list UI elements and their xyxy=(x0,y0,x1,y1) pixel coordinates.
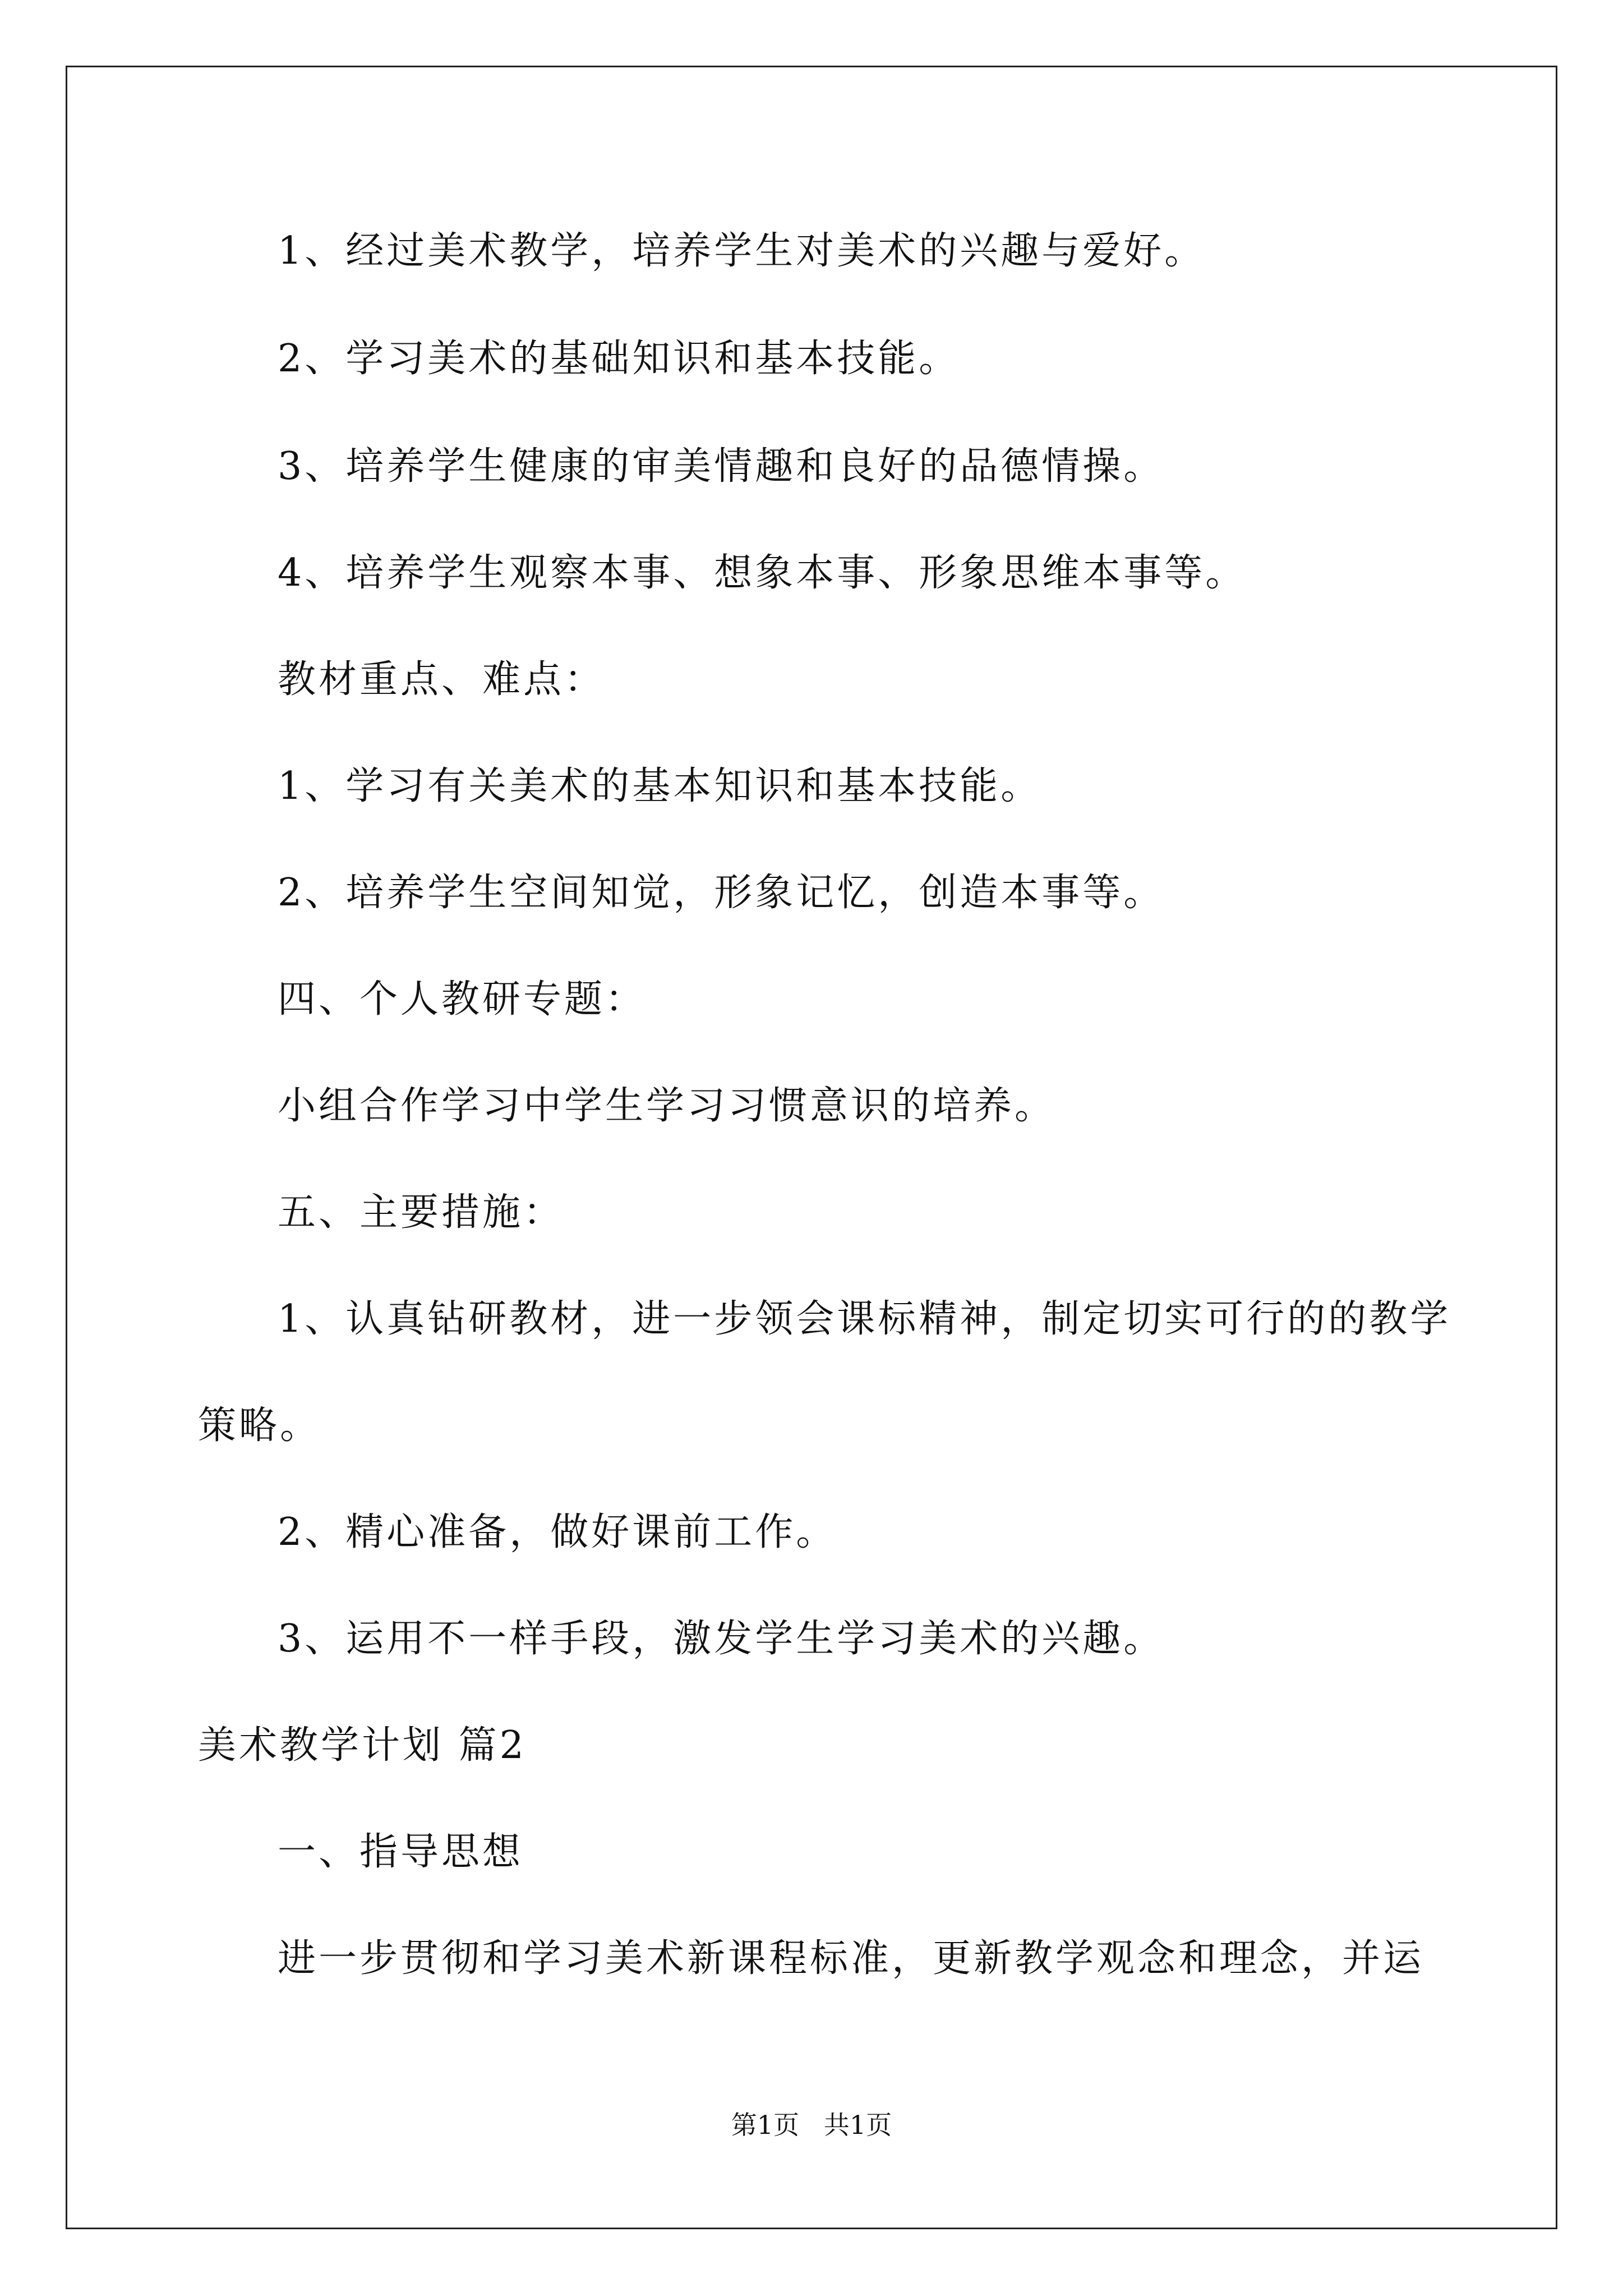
page-border xyxy=(66,66,1557,2229)
text-line: 2、精心准备，做好课前工作。 xyxy=(278,1510,837,1554)
section-heading: 教材重点、难点： xyxy=(278,657,606,702)
text-line: 3、培养学生健康的审美情趣和良好的品德情操。 xyxy=(278,444,1165,489)
text-line: 2、培养学生空间知觉，形象记忆，创造本事等。 xyxy=(278,871,1165,915)
text-line: 1、认真钻研教材，进一步领会课标精神，制定切实可行的的教学 xyxy=(278,1297,1451,1341)
page-number-footer: 第1页 共1页 xyxy=(731,2110,892,2140)
section-heading: 一、指导思想 xyxy=(278,1830,524,1874)
text-line: 2、学习美术的基础知识和基本技能。 xyxy=(278,337,960,381)
text-line: 3、运用不一样手段，激发学生学习美术的兴趣。 xyxy=(278,1617,1165,1661)
text-line: 1、经过美术教学，培养学生对美术的兴趣与爱好。 xyxy=(278,229,1206,273)
section-heading: 五、主要措施： xyxy=(278,1190,565,1235)
text-line: 进一步贯彻和学习美术新课程标准，更新教学观念和理念，并运 xyxy=(278,1936,1424,1981)
section-heading: 四、个人教研专题： xyxy=(278,977,647,1022)
text-line: 策略。 xyxy=(198,1404,321,1448)
text-line: 1、学习有关美术的基本知识和基本技能。 xyxy=(278,764,1042,808)
document-title: 美术教学计划 篇2 xyxy=(198,1723,527,1768)
text-line: 小组合作学习中学生学习习惯意识的培养。 xyxy=(278,1084,1056,1128)
text-line: 4、培养学生观察本事、想象本事、形象思维本事等。 xyxy=(278,551,1247,595)
